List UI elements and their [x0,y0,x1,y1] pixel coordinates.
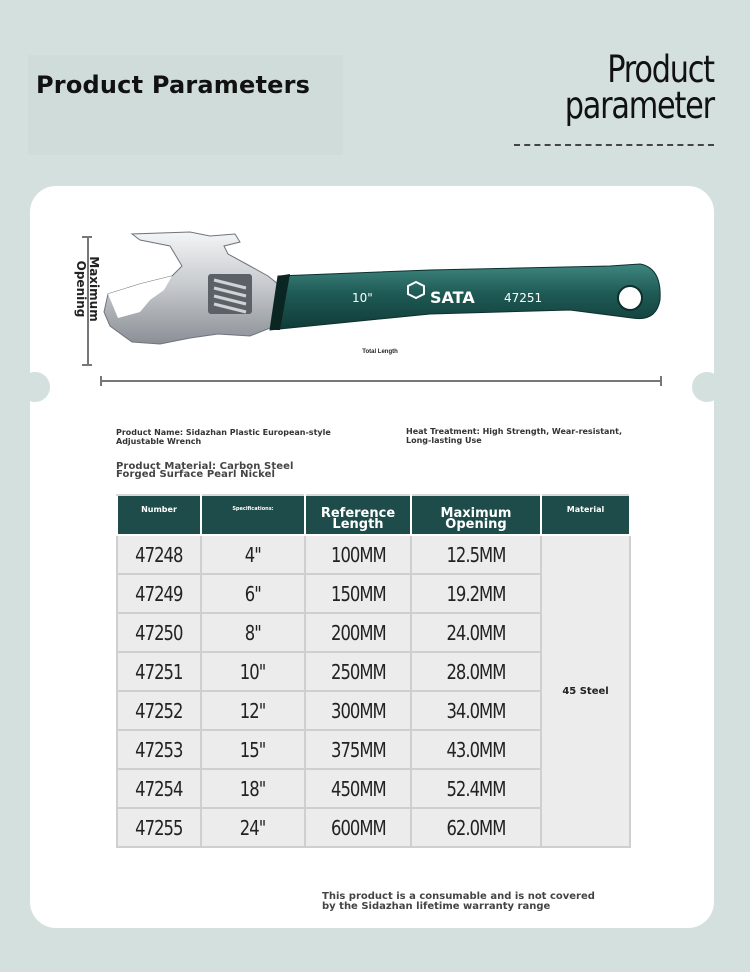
cell-reference-length: 200MM [305,613,411,652]
title-right-line2: parameter [564,84,714,127]
cell-specification: 15" [201,730,305,769]
total-length-label: Total Length [362,349,398,355]
heat-treatment-text: Heat Treatment: High Strength, Wear-resistant, Long-lasting Use [406,427,622,445]
cell-number: 47255 [117,808,201,847]
cell-maximum-opening: 12.5MM [411,535,541,574]
header-title-panel [28,55,343,155]
cell-number: 47252 [117,691,201,730]
cell-number: 47250 [117,613,201,652]
cell-reference-length: 450MM [305,769,411,808]
card-notch-left [20,372,50,402]
cell-maximum-opening: 28.0MM [411,652,541,691]
cell-number: 47254 [117,769,201,808]
page-title: Product Parameters [36,71,311,99]
cell-material: 45 Steel [541,535,630,847]
cell-reference-length: 375MM [305,730,411,769]
table-row [117,535,630,574]
cell-specification: 6" [201,574,305,613]
cell-specification: 8" [201,613,305,652]
cell-reference-length: 300MM [305,691,411,730]
cell-maximum-opening: 43.0MM [411,730,541,769]
wrench-size-mark: 10" [352,291,373,305]
col-header-specifications: Specifications: [201,495,305,535]
cell-reference-length: 600MM [305,808,411,847]
cell-number: 47253 [117,730,201,769]
cell-maximum-opening: 62.0MM [411,808,541,847]
cell-maximum-opening: 52.4MM [411,769,541,808]
card-notch-right [692,372,722,402]
wrench-brand-mark: SATA [430,288,475,307]
product-name-text: Product Name: Sidazhan Plastic European-style Adjustable Wrench [116,428,331,446]
product-material-text: Product Material: Carbon Steel Forged Surface Pearl Nickel [116,461,294,480]
col-header-reference-length: Reference Length [305,495,411,535]
wrench-hang-hole [618,286,642,310]
max-opening-label: Maximum Opening [74,256,101,322]
cell-specification: 24" [201,808,305,847]
cell-maximum-opening: 34.0MM [411,691,541,730]
cell-reference-length: 100MM [305,535,411,574]
cell-specification: 18" [201,769,305,808]
col-header-number: Number [117,495,201,535]
col-header-maximum-opening: Maximum Opening [411,495,541,535]
adjustable-wrench-illustration [100,226,665,346]
header-title-right [532,48,714,127]
cell-maximum-opening: 24.0MM [411,613,541,652]
cell-maximum-opening: 19.2MM [411,574,541,613]
total-length-dimension-line [100,380,662,382]
col-header-material: Material [541,495,630,535]
cell-number: 47248 [117,535,201,574]
header-dashed-divider [514,144,714,146]
specification-table [116,494,631,848]
cell-number: 47249 [117,574,201,613]
wrench-model-mark: 47251 [504,291,543,305]
cell-number: 47251 [117,652,201,691]
table-header-row [117,495,630,535]
cell-reference-length: 250MM [305,652,411,691]
warranty-note: This product is a consumable and is not covered by the Sidazhan lifetime warranty range [322,891,595,912]
cell-specification: 12" [201,691,305,730]
cell-reference-length: 150MM [305,574,411,613]
cell-specification: 10" [201,652,305,691]
title-right-line1: Product [607,48,714,91]
cell-specification: 4" [201,535,305,574]
